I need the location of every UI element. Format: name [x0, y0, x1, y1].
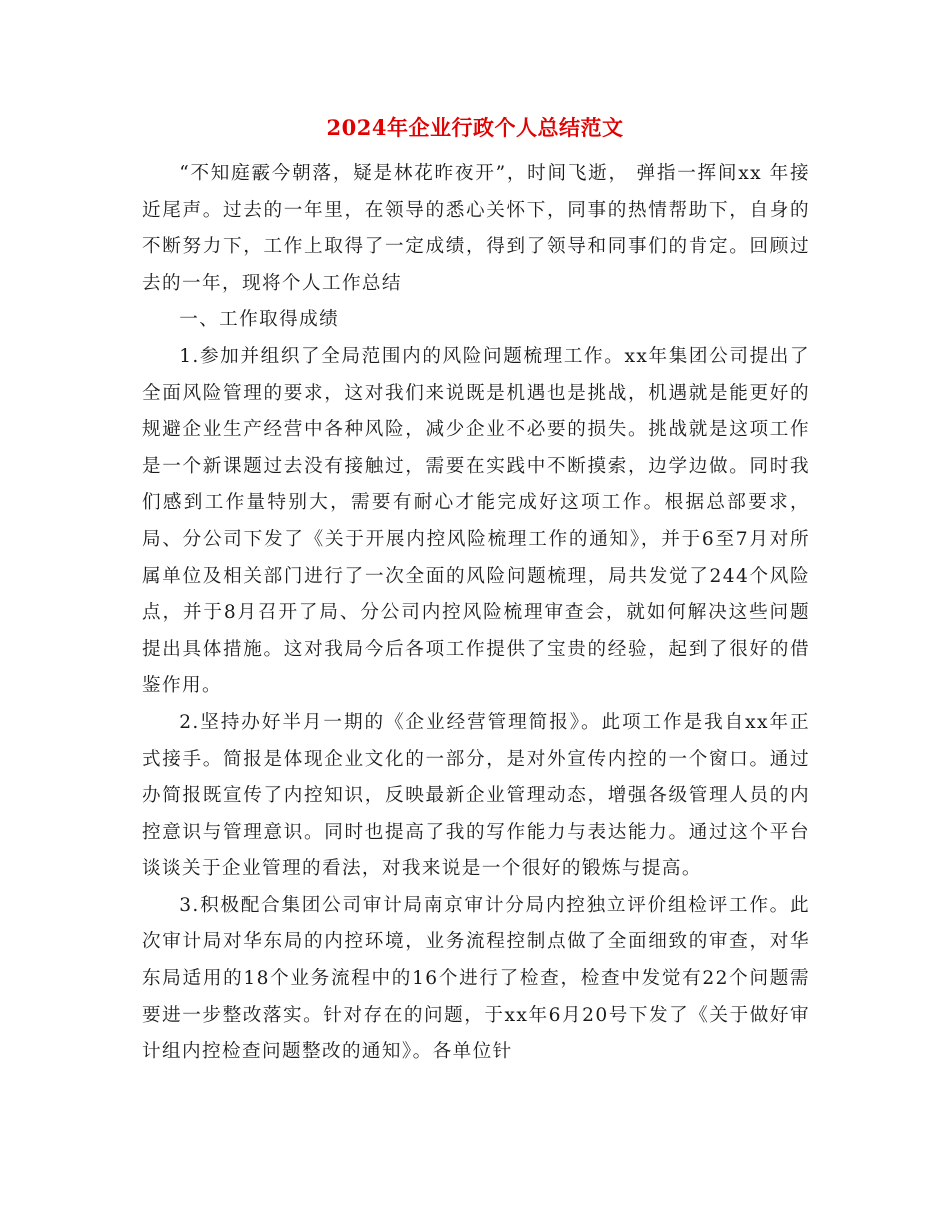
document-title: 2024年企业行政个人总结范文	[326, 115, 624, 140]
document-body	[142, 156, 810, 1071]
paragraph-item-1: 1.参加并组织了全局范围内的风险问题梳理工作。xx年集团公司提出了全面风险管理的要求，这对我们来说既是机遇也是挑战，机遇就是能更好的规避企业生产经营中各种风险，减少企业不必要的损失。挑战就是这项工作是一个新课题过去没有接触过，需要在实践中不断摸索，边学边做。同时我们感到工作量特别大，需要有耐心才能完成好这项工作。根据总部要求，局、分公司下发了《关于开展内控风险梳理工作的通知》，并于6至7月对所属单位及相关部门进行了一次全面的风险问题梳理，局共发觉了244个风险点，并于8月召开了局、分公司内控风险梳理审查会，就如何解决这些问题提出具体措施。这对我局今后各项工作提供了宝贵的经验，起到了很好的借鉴作用。	[142, 345, 810, 697]
paragraph-item-2: 2.坚持办好半月一期的《企业经营管理简报》。此项工作是我自xx年正式接手。简报是体现企业文化的一部分，是对外宣传内控的一个窗口。通过办简报既宣传了内控知识，反映最新企业管理动态，增强各级管理人员的内控意识与管理意识。同时也提高了我的写作能力与表达能力。通过这个平台谈谈关于企业管理的看法，对我来说是一个很好的锻炼与提高。	[142, 711, 810, 880]
paragraph-item-3: 3.积极配合集团公司审计局南京审计分局内控独立评价组检评工作。此次审计局对华东局的内控环境，业务流程控制点做了全面细致的审查，对华东局适用的18个业务流程中的16个进行了检查，检查中发觉有22个问题需要进一步整改落实。针对存在的问题，于xx年6月20号下发了《关于做好审计组内控检查问题整改的通知》。各单位针	[142, 894, 810, 1063]
paragraph-intro: “不知庭霰今朝落，疑是林花昨夜开”，时间飞逝， 弹指一挥间xx 年接近尾声。过去的一年里，在领导的悉心关怀下，同事的热情帮助下，自身的不断努力下，工作上取得了一定成绩，得到了领导和同事们的肯定。回顾过去的一年，现将个人工作总结	[142, 163, 810, 294]
section-heading-achievements: 一、工作取得成绩	[179, 309, 340, 331]
